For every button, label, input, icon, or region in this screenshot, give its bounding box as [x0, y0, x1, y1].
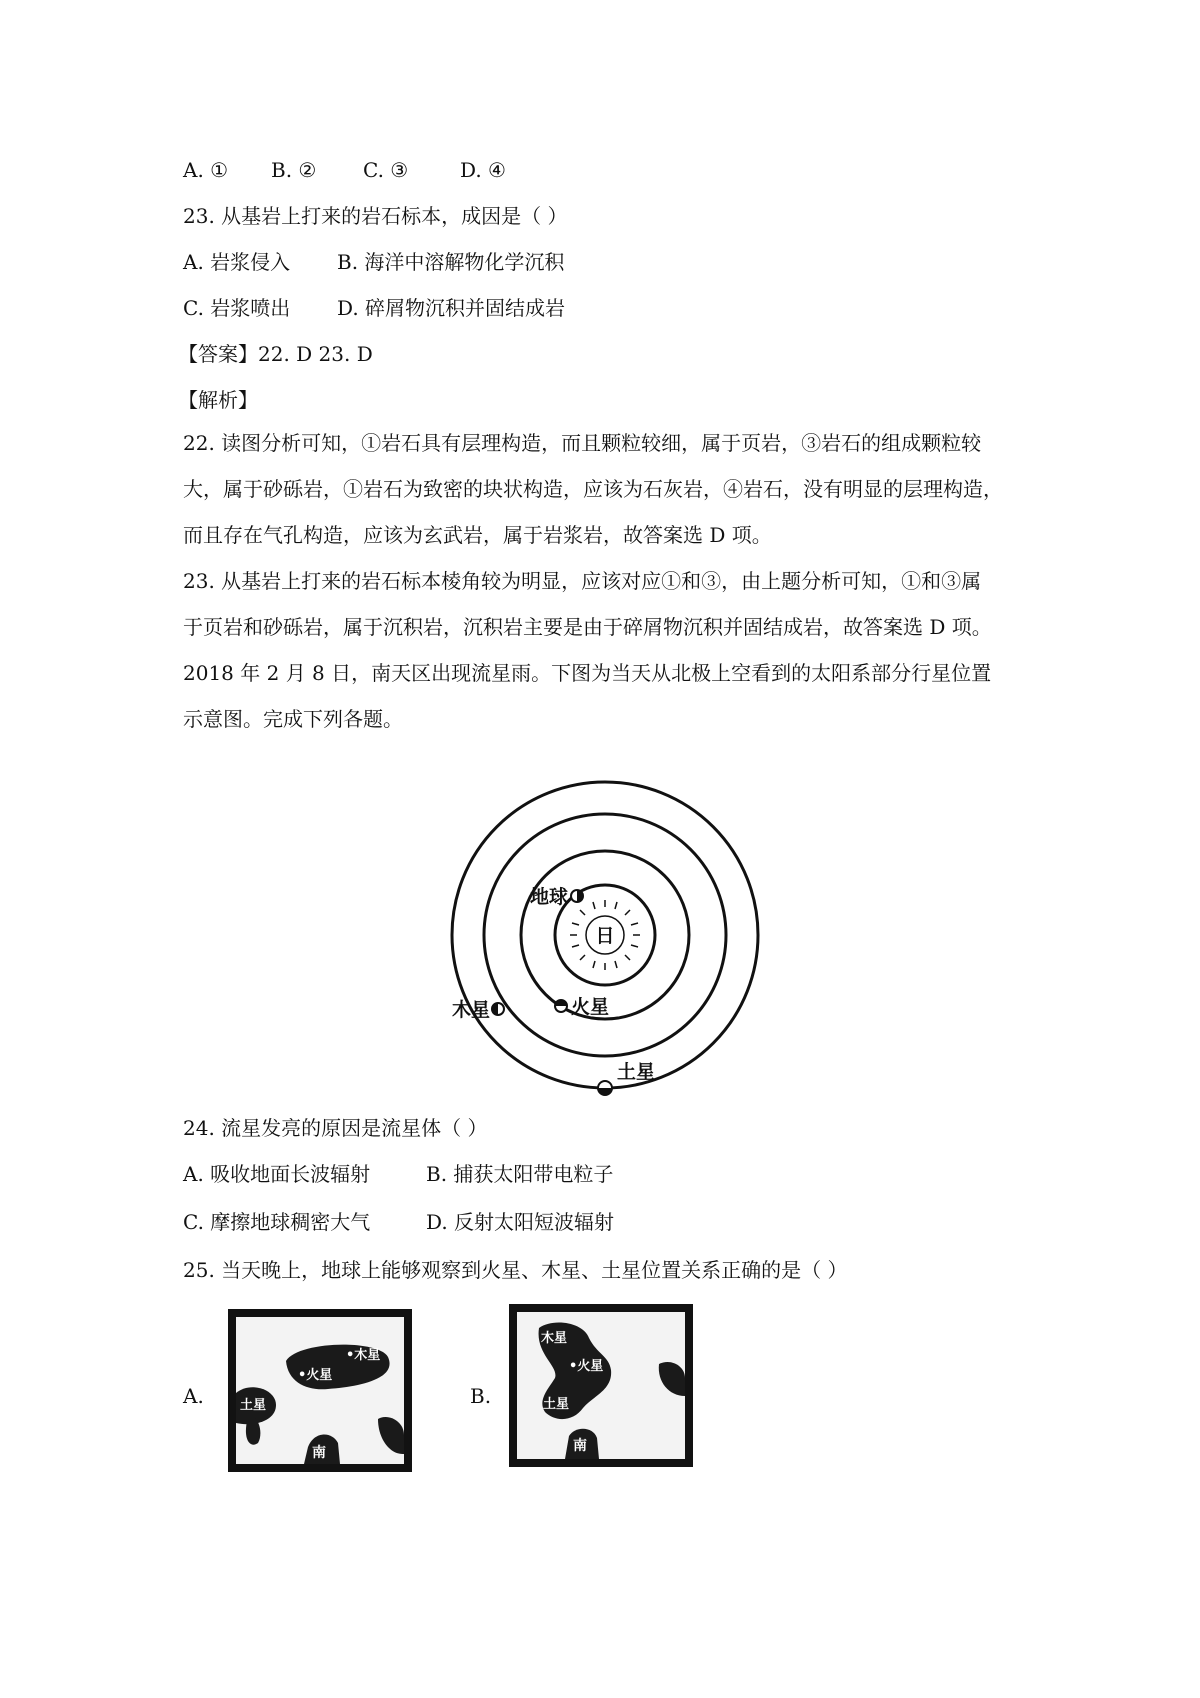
intro-line-2: 示意图。完成下列各题。 — [183, 707, 403, 731]
q25-option-a-label[interactable]: A. — [183, 1384, 204, 1408]
q22-option-a[interactable]: A. ① — [183, 158, 229, 182]
q23-option-d[interactable]: D. 碎屑物沉积并固结成岩 — [337, 296, 566, 320]
q25-stem: 25. 当天晚上，地球上能够观察到火星、木星、土星位置关系正确的是（ ） — [183, 1258, 848, 1282]
analysis-23-line-2: 于页岩和砂砾岩，属于沉积岩，沉积岩主要是由于碎屑物沉积并固结成岩，故答案选 D 项。 — [183, 615, 992, 639]
q24-row-1 — [183, 1160, 613, 1188]
analysis-label: 【解析】 — [178, 388, 258, 412]
analysis-22 — [183, 420, 1023, 558]
q23-option-b[interactable]: B. 海洋中溶解物化学沉积 — [337, 250, 565, 274]
q22-options — [183, 156, 506, 184]
map-b-jupiter: 木星 — [541, 1331, 568, 1346]
jupiter-label: 木星 — [451, 999, 490, 1021]
q24-option-d[interactable]: D. 反射太阳短波辐射 — [426, 1210, 615, 1234]
q23-row-1 — [183, 248, 564, 276]
saturn-label: 土星 — [617, 1061, 656, 1083]
q22-option-d[interactable]: D. ④ — [460, 158, 506, 182]
intro-paragraph — [183, 650, 1023, 742]
q24-stem: 24. 流星发亮的原因是流星体（ ） — [183, 1116, 488, 1140]
mars-label: 火星 — [571, 996, 610, 1018]
q23-stem: 23. 从基岩上打来的岩石标本，成因是（ ） — [183, 204, 568, 228]
q24-option-b[interactable]: B. 捕获太阳带电粒子 — [426, 1162, 614, 1186]
q22-option-b[interactable]: B. ② — [271, 158, 317, 182]
sun-label: 日 — [595, 925, 615, 947]
map-a-jupiter: •木星 — [346, 1348, 381, 1363]
q25-map-a[interactable] — [228, 1309, 412, 1476]
analysis-22-line-3: 而且存在气孔构造，应该为玄武岩，属于岩浆岩，故答案选 D 项。 — [183, 523, 772, 547]
earth-label: 地球 — [529, 886, 568, 908]
intro-line-1: 2018 年 2 月 8 日，南天区出现流星雨。下图为当天从北极上空看到的太阳系部分行星位置 — [183, 661, 992, 685]
solar-system-diagram — [440, 770, 770, 1100]
map-a-saturn: 土星 — [240, 1398, 267, 1413]
q23-option-c[interactable]: C. 岩浆喷出 — [183, 296, 291, 320]
map-b-mars: •火星 — [569, 1359, 604, 1374]
q24-option-c[interactable]: C. 摩擦地球稠密大气 — [183, 1210, 371, 1234]
q25-option-b-label[interactable]: B. — [470, 1384, 492, 1408]
analysis-22-line-2: 大，属于砂砾岩，①岩石为致密的块状构造，应该为石灰岩，④岩石，没有明显的层理构造， — [183, 477, 1003, 501]
q23-row-2 — [183, 294, 565, 322]
map-b-saturn: 土星 — [543, 1397, 570, 1412]
q24-option-a[interactable]: A. 吸收地面长波辐射 — [183, 1162, 371, 1186]
q22-option-c[interactable]: C. ③ — [363, 158, 409, 182]
q23-option-a[interactable]: A. 岩浆侵入 — [183, 250, 291, 274]
answer-line: 【答案】22. D 23. D — [178, 342, 373, 366]
map-b-south: 南 — [573, 1438, 587, 1454]
analysis-23 — [183, 558, 1023, 650]
map-a-south: 南 — [312, 1445, 326, 1461]
q24-row-2 — [183, 1208, 614, 1236]
analysis-23-line-1: 23. 从基岩上打来的岩石标本棱角较为明显，应该对应①和③，由上题分析可知，①和③属 — [183, 569, 982, 593]
q25-map-b[interactable] — [509, 1304, 693, 1471]
map-a-mars: •火星 — [298, 1368, 333, 1383]
analysis-22-line-1: 22. 读图分析可知，①岩石具有层理构造，而且颗粒较细，属于页岩，③岩石的组成颗粒较 — [183, 431, 982, 455]
